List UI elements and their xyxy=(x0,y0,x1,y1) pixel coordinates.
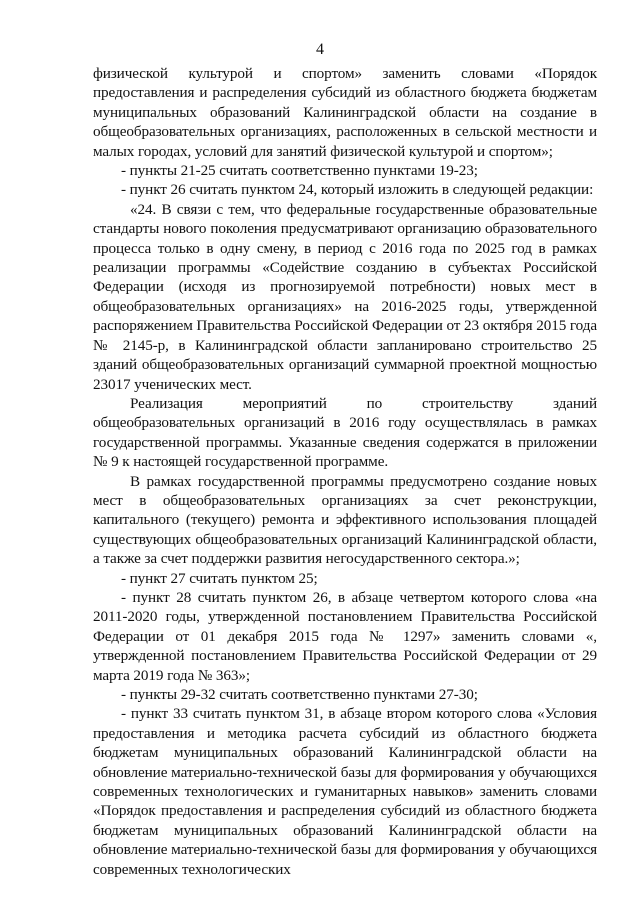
document-body xyxy=(93,64,597,879)
paragraph-8: - пункт 28 считать пунктом 26, в абзаце четвертом которого слова «на 2011-2020 годы, утвержденной постановлением Правительства Российской Федерации от 01 декабря 2015 года № 1297» заменить словами «, утвержденной постановлением Правительства Российской Федерации от 29 марта 2019 года № 363»; xyxy=(93,588,597,684)
paragraph-5: Реализация мероприятий по строительству зданий общеобразовательных организаций в 2016 году осуществлялась в рамках государственной программы. Указанные сведения содержатся в приложении № 9 к настоящей государственной программе. xyxy=(93,394,597,471)
paragraph-6: В рамках государственной программы предусмотрено создание новых мест в общеобразовательных организациях за счет реконструкции, капитального (текущего) ремонта и эффективного использования площадей существующих общеобразовательных организаций Калининградской области, а также за счет поддержки развития негосударственного сектора.»; xyxy=(93,472,597,568)
paragraph-9: - пункты 29-32 считать соответственно пунктами 27-30; xyxy=(121,686,478,703)
page-number: 4 xyxy=(316,41,324,58)
paragraph-10: - пункт 33 считать пунктом 31, в абзаце втором которого слова «Условия предоставления и методика расчета субсидий из областного бюджета бюджетам муниципальных образований Калининградской области на обновление материально-технической базы для формирования у обучающихся современных технологических и гуманитарных навыков» заменить словами «Порядок предоставления и распределения субсидий из областного бюджета бюджетам муниципальных образований Калининградской области на обновление материально-технической базы для формирования у обучающихся современных технологических xyxy=(93,705,597,878)
paragraph-1: физической культурой и спортом» заменить словами «Порядок предоставления и распределения субсидий из областного бюджета бюджетам муниципальных образований Калининградской области на создание в общеобразовательных организациях, расположенных в сельской местности и малых городах, условий для занятий физической культурой и спортом»; xyxy=(93,65,597,160)
paragraph-3: - пункт 26 считать пунктом 24, который изложить в следующей редакции: xyxy=(121,181,594,199)
paragraph-7: - пункт 27 считать пунктом 25; xyxy=(121,569,318,587)
paragraph-4: «24. В связи с тем, что федеральные государственные образовательные стандарты нового поколения предусматривают организацию образовательного процесса только в одну смену, в период с 2016 года по 2025 год в рамках реализации программы «Содействие созданию в субъектах Российской Федерации (исходя из прогнозируемой потребности) новых мест в общеобразовательных организациях» на 2016-2025 годы, утвержденной распоряжением Правительства Российской Федерации от 23 октября 2015 года № 2145-р, в Калининградской области запланировано строительство 25 зданий общеобразовательных организаций суммарной проектной мощностью 23017 ученических мест. xyxy=(93,200,597,393)
paragraph-2: - пункты 21-25 считать соответственно пунктами 19-23; xyxy=(121,162,478,180)
